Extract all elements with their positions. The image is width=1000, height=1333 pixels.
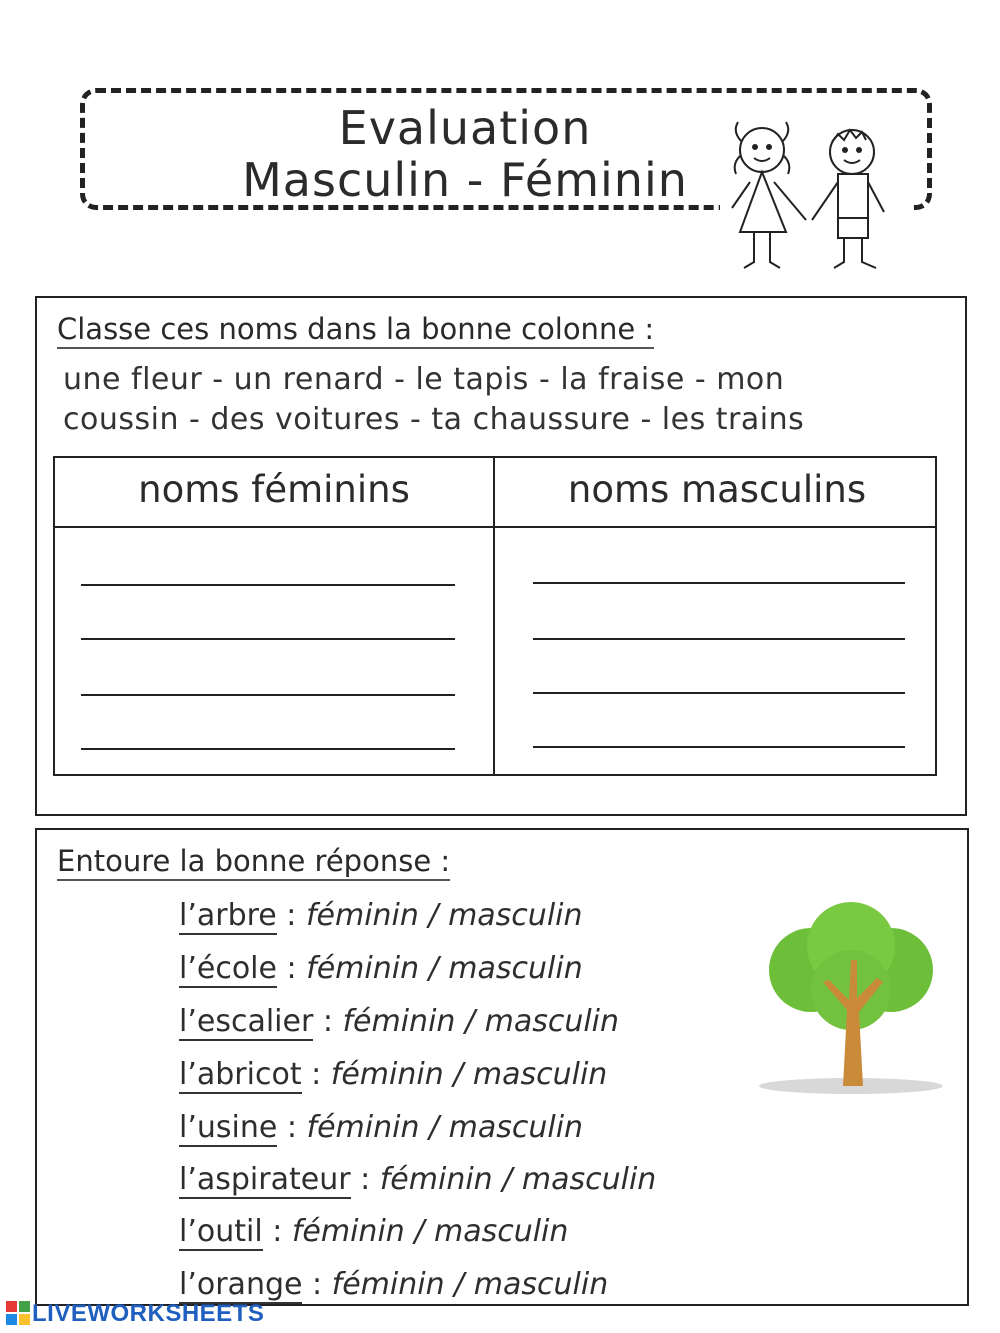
feminine-answer-line-2[interactable] bbox=[81, 638, 455, 640]
classification-table bbox=[53, 456, 937, 776]
noun-word: l’escalier bbox=[179, 1004, 314, 1039]
separator: : bbox=[302, 1267, 332, 1302]
list-item bbox=[179, 1162, 656, 1197]
list-item bbox=[179, 951, 583, 986]
word-list-line-2: coussin - des voitures - ta chaussure - les trains bbox=[63, 402, 805, 437]
separator: : bbox=[350, 1162, 380, 1197]
gender-choice[interactable]: féminin / masculin bbox=[330, 1057, 608, 1092]
header-divider bbox=[55, 526, 935, 528]
column-header-feminine: noms féminins bbox=[138, 468, 410, 511]
noun-word: l’aspirateur bbox=[179, 1162, 351, 1197]
separator: : bbox=[262, 1214, 292, 1249]
list-item bbox=[179, 1004, 619, 1039]
list-item bbox=[179, 1214, 568, 1249]
gender-choice[interactable]: féminin / masculin bbox=[331, 1267, 609, 1302]
kids-holding-hands-illustration bbox=[720, 112, 910, 282]
classify-nouns-section bbox=[35, 296, 967, 816]
feminine-answer-line-1[interactable] bbox=[81, 584, 455, 586]
separator: : bbox=[301, 1057, 331, 1092]
masculine-answer-line-4[interactable] bbox=[533, 746, 905, 748]
word-list-line-1: une fleur - un renard - le tapis - la fraise - mon bbox=[63, 362, 785, 397]
liveworksheets-logo bbox=[6, 1300, 264, 1328]
list-item bbox=[179, 898, 583, 933]
separator: : bbox=[313, 1004, 343, 1039]
circle-answer-section bbox=[35, 828, 969, 1306]
noun-word: l’orange bbox=[179, 1267, 303, 1302]
separator: : bbox=[277, 1110, 307, 1145]
gender-choice[interactable]: féminin / masculin bbox=[379, 1162, 657, 1197]
liveworksheets-icon bbox=[6, 1301, 30, 1325]
masculine-answer-line-2[interactable] bbox=[533, 638, 905, 640]
feminine-answer-line-3[interactable] bbox=[81, 694, 455, 696]
feminine-answer-line-4[interactable] bbox=[81, 748, 455, 750]
title-evaluation: Evaluation bbox=[338, 101, 592, 155]
brand-text: LIVEWORKSHEETS bbox=[32, 1300, 265, 1327]
tree-icon bbox=[751, 900, 951, 1100]
masculine-answer-line-3[interactable] bbox=[533, 692, 905, 694]
gender-choice[interactable]: féminin / masculin bbox=[305, 898, 583, 933]
separator: : bbox=[276, 898, 306, 933]
classify-instruction: Classe ces noms dans la bonne colonne : bbox=[57, 312, 654, 349]
noun-word: l’école bbox=[179, 951, 277, 986]
gender-choice[interactable]: féminin / masculin bbox=[306, 951, 583, 986]
column-header-masculine: noms masculins bbox=[567, 468, 867, 511]
title-subject: Masculin - Féminin bbox=[242, 153, 688, 207]
circle-instruction: Entoure la bonne réponse : bbox=[57, 844, 450, 881]
list-item bbox=[179, 1057, 607, 1092]
separator: : bbox=[276, 951, 307, 986]
gender-choice[interactable]: féminin / masculin bbox=[291, 1214, 569, 1249]
gender-choice[interactable]: féminin / masculin bbox=[342, 1004, 620, 1039]
noun-word: l’outil bbox=[179, 1214, 263, 1249]
gender-choice[interactable]: féminin / masculin bbox=[306, 1110, 584, 1145]
noun-word: l’usine bbox=[179, 1110, 278, 1145]
masculine-answer-line-1[interactable] bbox=[533, 582, 905, 584]
noun-word: l’arbre bbox=[179, 898, 277, 933]
list-item bbox=[179, 1267, 608, 1302]
list-item bbox=[179, 1110, 583, 1145]
noun-word: l’abricot bbox=[179, 1057, 302, 1092]
